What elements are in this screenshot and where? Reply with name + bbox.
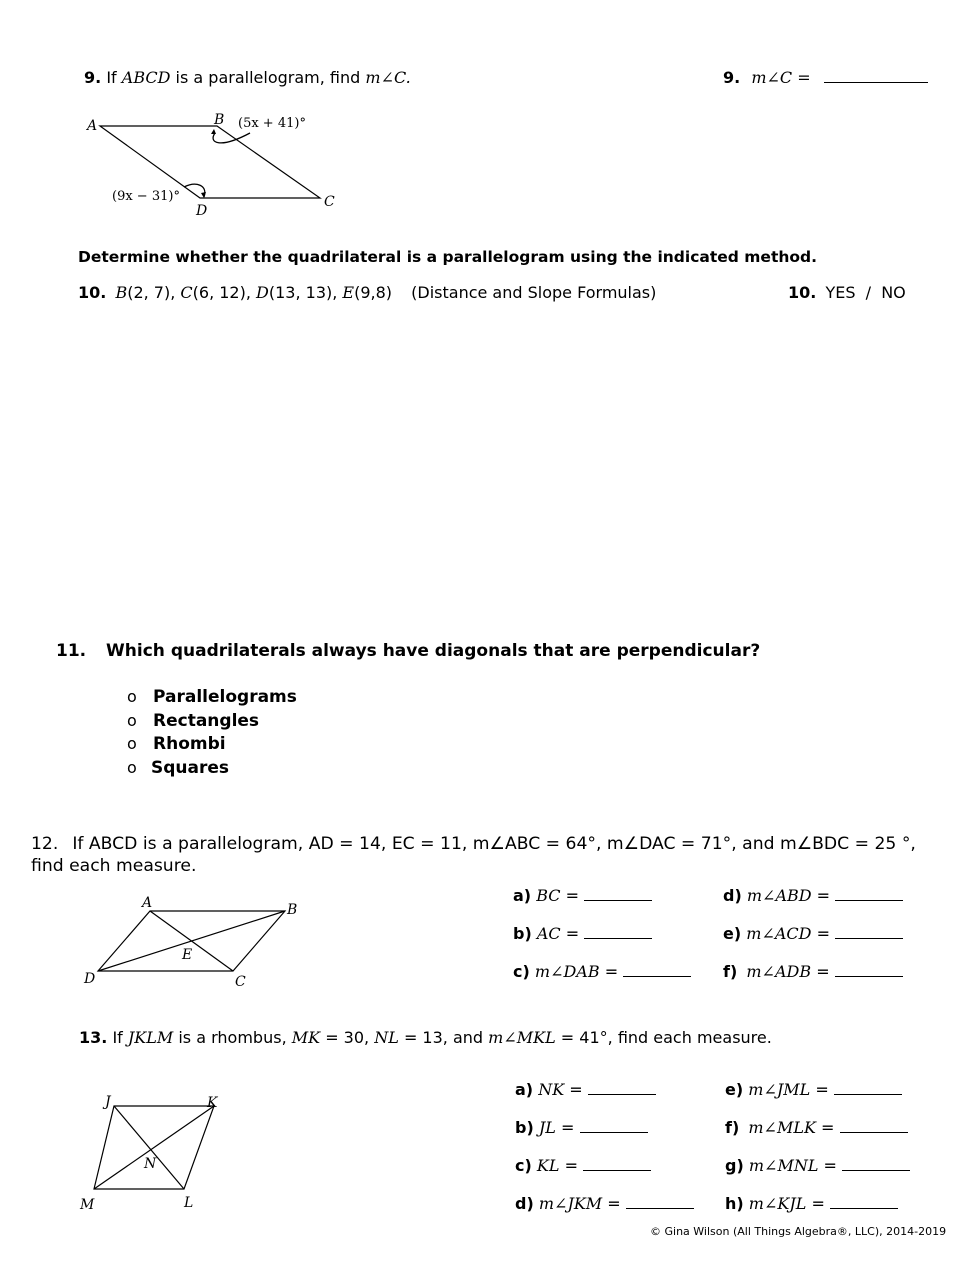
q10-prompt bbox=[78, 283, 656, 302]
q13-part-expr: KL bbox=[536, 1156, 560, 1175]
q13-part-expr: m∠JKM bbox=[538, 1194, 603, 1213]
q13-part-eq: = bbox=[821, 1118, 835, 1137]
q13-name: JKLM bbox=[127, 1028, 174, 1047]
q12-part-d bbox=[723, 886, 903, 905]
q10-point-c-name: C bbox=[180, 283, 193, 302]
q13-part-letter: b) bbox=[515, 1118, 534, 1137]
q9-angle-b-expr: (5x + 41)° bbox=[238, 116, 306, 131]
q9-text-before: If bbox=[106, 68, 117, 87]
q13-part-eq: = bbox=[815, 1080, 829, 1099]
q12-label-c: C bbox=[235, 974, 246, 990]
q12-part-f-blank[interactable] bbox=[835, 962, 903, 977]
q13-part-letter: f) bbox=[725, 1118, 740, 1137]
q12-part-expr: BC bbox=[536, 886, 561, 905]
q13-label-m: M bbox=[80, 1197, 95, 1213]
q13-mk-val: = 30, bbox=[325, 1028, 370, 1047]
q13-part-expr: m∠JML bbox=[748, 1080, 811, 1099]
q12-part-eq: = bbox=[565, 924, 580, 943]
q13-label-j: J bbox=[105, 1094, 111, 1110]
q13-mk: MK bbox=[291, 1028, 321, 1047]
q13-part-c-blank[interactable] bbox=[583, 1156, 651, 1171]
q13-part-letter: c) bbox=[515, 1156, 532, 1175]
q13-label-n: N bbox=[144, 1156, 157, 1172]
q12-parallelogram-figure bbox=[78, 893, 318, 993]
q13-part-e bbox=[725, 1080, 902, 1099]
q12-part-letter: a) bbox=[513, 886, 532, 905]
q11-prompt bbox=[56, 641, 760, 661]
q9-angle-d-arc bbox=[184, 184, 205, 197]
q13-part-expr: NK bbox=[538, 1080, 565, 1099]
q11-option-label: Rhombi bbox=[153, 734, 226, 754]
q12-part-a-blank[interactable] bbox=[584, 886, 652, 901]
q10-point-e-name: E bbox=[342, 283, 355, 302]
q13-label-k: K bbox=[207, 1095, 218, 1111]
q12-part-eq: = bbox=[816, 924, 830, 943]
q9-prompt bbox=[84, 68, 411, 87]
q13-part-f bbox=[725, 1118, 908, 1137]
q13-part-letter: h) bbox=[725, 1194, 744, 1213]
q9-name: ABCD bbox=[121, 68, 171, 87]
q13-part-d bbox=[515, 1194, 694, 1213]
q10-answer-options[interactable]: YES / NO bbox=[825, 283, 906, 302]
q13-part-expr: JL bbox=[538, 1118, 556, 1137]
q13-rhombus-figure bbox=[76, 1090, 236, 1220]
q9-angle-d-expr: (9x − 31)° bbox=[112, 189, 180, 204]
q9-label-b: B bbox=[214, 112, 225, 128]
q13-angle: m∠MKL bbox=[488, 1028, 556, 1047]
q13-text-1: is a rhombus, bbox=[178, 1028, 287, 1047]
q11-option-squares[interactable] bbox=[127, 758, 297, 782]
q13-nl-val: = 13, and bbox=[403, 1028, 484, 1047]
q12-part-c-blank[interactable] bbox=[623, 962, 691, 977]
q12-label-a: A bbox=[142, 895, 153, 911]
q10-point-d-name: D bbox=[256, 283, 269, 302]
q13-part-eq: = bbox=[823, 1156, 837, 1175]
q12-part-expr: AC bbox=[536, 924, 561, 943]
q12-line-1 bbox=[31, 833, 916, 855]
q13-part-eq: = bbox=[569, 1080, 583, 1099]
q13-part-h-blank[interactable] bbox=[830, 1194, 898, 1209]
q13-part-expr: m∠KJL bbox=[748, 1194, 807, 1213]
q13-part-letter: e) bbox=[725, 1080, 744, 1099]
q10-point-d-coords: (13, 13), bbox=[268, 283, 338, 302]
q9-parallelogram bbox=[100, 126, 320, 198]
q9-number: 9. bbox=[84, 68, 102, 87]
q13-part-letter: d) bbox=[515, 1194, 534, 1213]
q13-nl: NL bbox=[374, 1028, 399, 1047]
q10-answer-number: 10. bbox=[788, 283, 817, 302]
q12-label-b: B bbox=[287, 902, 298, 918]
q9-label-c: C bbox=[324, 194, 335, 210]
q13-diagonal-km bbox=[94, 1106, 214, 1189]
q12-label-e: E bbox=[182, 947, 193, 963]
q11-option-label: Parallelograms bbox=[153, 687, 297, 707]
q10-answer bbox=[788, 283, 906, 302]
q9-answer-number: 9. bbox=[723, 68, 741, 87]
q11-option-label: Rectangles bbox=[153, 710, 260, 731]
q11-option-bullet: o bbox=[127, 757, 137, 777]
q13-part-letter: g) bbox=[725, 1156, 744, 1175]
q12-part-expr: m∠ACD bbox=[746, 924, 812, 943]
q9-answer bbox=[723, 68, 928, 87]
q12-number: 12. bbox=[31, 834, 59, 854]
q12-part-b-blank[interactable] bbox=[584, 924, 652, 939]
q10-point-b-coords: (2, 7), bbox=[127, 283, 176, 302]
q11-option-bullet: o bbox=[127, 734, 137, 753]
directions: Determine whether the quadrilateral is a parallelogram using the indicated method. bbox=[78, 248, 818, 266]
q12-line-2: find each measure. bbox=[31, 856, 197, 876]
q10-point-b-name: B bbox=[115, 283, 128, 302]
q12-part-d-blank[interactable] bbox=[835, 886, 903, 901]
q13-part-h bbox=[725, 1194, 898, 1213]
q13-part-g bbox=[725, 1156, 910, 1175]
q13-angle-val: = 41°, find each measure. bbox=[560, 1028, 772, 1047]
q9-label-d: D bbox=[196, 203, 208, 219]
q12-part-eq: = bbox=[816, 886, 831, 905]
q10-point-c-coords: (6, 12), bbox=[192, 283, 251, 302]
q13-part-eq: = bbox=[811, 1194, 825, 1213]
q13-part-expr: m∠MNL bbox=[748, 1156, 819, 1175]
q10-number: 10. bbox=[78, 283, 107, 302]
q13-text-before: If bbox=[112, 1028, 123, 1047]
q12-part-b bbox=[513, 924, 652, 943]
q9-parallelogram-figure bbox=[80, 105, 350, 225]
q11-option-bullet: o bbox=[127, 710, 137, 730]
q9-angle-b-arrow bbox=[211, 129, 216, 134]
q11-options bbox=[127, 687, 297, 781]
q11-question: Which quadrilaterals always have diagonals that are perpendicular? bbox=[106, 641, 761, 661]
q12-part-e-blank[interactable] bbox=[835, 924, 903, 939]
q9-target: m∠C. bbox=[365, 68, 411, 87]
q12-part-a bbox=[513, 886, 652, 905]
q12-prompt bbox=[31, 833, 916, 877]
q13-part-eq: = bbox=[561, 1118, 575, 1137]
q13-part-letter: a) bbox=[515, 1080, 534, 1099]
q12-part-letter: d) bbox=[723, 886, 742, 905]
q12-part-c bbox=[513, 962, 691, 981]
q12-part-e bbox=[723, 924, 903, 943]
q12-part-expr: m∠ABD bbox=[746, 886, 812, 905]
q12-part-letter: f) bbox=[723, 962, 738, 981]
q11-option-bullet: o bbox=[127, 687, 137, 706]
q12-part-f bbox=[723, 962, 903, 981]
q11-number: 11. bbox=[56, 641, 87, 661]
q12-label-d: D bbox=[84, 971, 96, 987]
q12-part-eq: = bbox=[565, 886, 579, 905]
q10-method: (Distance and Slope Formulas) bbox=[411, 283, 657, 302]
q11-option-rhombi[interactable] bbox=[127, 734, 297, 758]
q13-part-g-blank[interactable] bbox=[842, 1156, 910, 1171]
copyright-footer: © Gina Wilson (All Things Algebra®, LLC), 2014-2019 bbox=[650, 1225, 947, 1238]
q11-option-label: Squares bbox=[151, 757, 230, 778]
q11-option-parallelograms[interactable] bbox=[127, 687, 297, 711]
q12-part-eq: = bbox=[816, 962, 830, 981]
q9-answer-label: m∠C = bbox=[751, 68, 811, 87]
q13-label-l: L bbox=[184, 1195, 194, 1211]
q12-text: If ABCD is a parallelogram, AD = 14, EC = 11, m∠ABC = 64°, m∠DAC = 71°, and m∠BDC = 25 °, bbox=[72, 834, 916, 854]
q12-part-letter: b) bbox=[513, 924, 532, 943]
q9-angle-b-arc bbox=[213, 133, 250, 143]
q13-part-expr: m∠MLK bbox=[748, 1118, 816, 1137]
q9-answer-blank[interactable] bbox=[824, 68, 928, 83]
q12-part-letter: e) bbox=[723, 924, 742, 943]
q13-part-a bbox=[515, 1080, 656, 1099]
q13-part-e-blank[interactable] bbox=[834, 1080, 902, 1095]
q13-number: 13. bbox=[79, 1028, 108, 1047]
q10-point-e-coords: (9,8) bbox=[354, 283, 393, 302]
q12-part-expr: m∠ADB bbox=[746, 962, 812, 981]
q13-part-a-blank[interactable] bbox=[588, 1080, 656, 1095]
q9-angle-d-arrow bbox=[201, 192, 206, 198]
q13-part-eq: = bbox=[607, 1194, 621, 1213]
q13-diagonal-jl bbox=[114, 1106, 184, 1189]
q13-part-b-blank[interactable] bbox=[580, 1118, 648, 1133]
q13-part-d-blank[interactable] bbox=[626, 1194, 694, 1209]
q12-part-eq: = bbox=[604, 962, 619, 981]
q11-option-rectangles[interactable] bbox=[127, 711, 297, 735]
q13-part-eq: = bbox=[564, 1156, 578, 1175]
q12-part-expr: m∠DAB bbox=[534, 962, 600, 981]
q9-label-a: A bbox=[87, 118, 98, 134]
q13-part-c bbox=[515, 1156, 651, 1175]
q12-part-letter: c) bbox=[513, 962, 530, 981]
q13-part-f-blank[interactable] bbox=[840, 1118, 908, 1133]
q9-text-middle: is a parallelogram, find bbox=[175, 68, 361, 87]
q13-part-b bbox=[515, 1118, 648, 1137]
q13-prompt bbox=[79, 1028, 772, 1047]
